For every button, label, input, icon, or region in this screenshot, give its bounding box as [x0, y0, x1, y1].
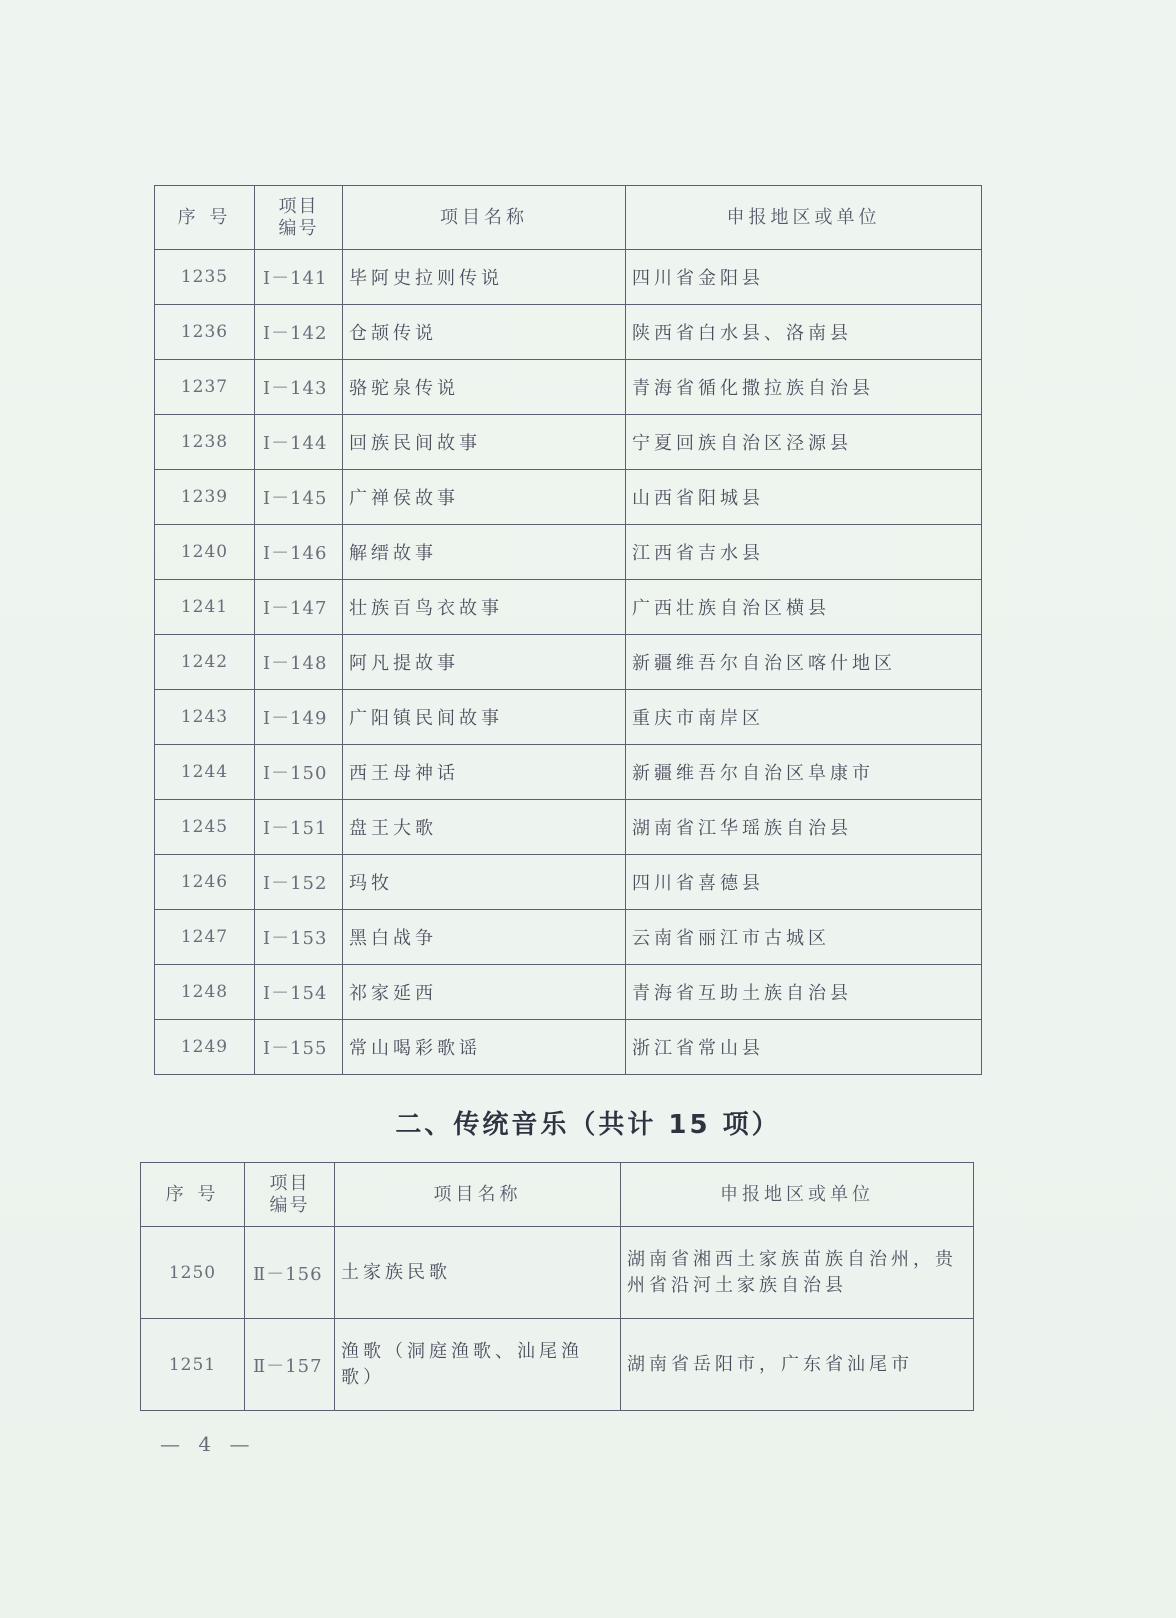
item-code-cell: Ⅰ－150: [255, 745, 343, 800]
table-row: [155, 1020, 982, 1075]
item-code-cell: Ⅰ－148: [255, 635, 343, 690]
item-name-cell: 毕阿史拉则传说: [343, 250, 626, 305]
item-code-cell: Ⅱ－157: [245, 1319, 335, 1411]
serial-number-cell: 1246: [155, 855, 255, 910]
table-row: [155, 800, 982, 855]
region-cell: 宁夏回族自治区泾源县: [626, 415, 982, 470]
table-row: [155, 855, 982, 910]
item-name-cell: 常山喝彩歌谣: [343, 1020, 626, 1075]
table-row: [141, 1227, 974, 1319]
table-row: [155, 690, 982, 745]
item-code-cell: Ⅰ－143: [255, 360, 343, 415]
header-code: 项目 编号: [255, 186, 343, 250]
table-row: [141, 1319, 974, 1411]
table-row: [155, 305, 982, 360]
region-cell: 湖南省江华瑶族自治县: [626, 800, 982, 855]
region-cell: 青海省互助土族自治县: [626, 965, 982, 1020]
table-row: [155, 580, 982, 635]
table-row: [155, 470, 982, 525]
region-cell: 青海省循化撒拉族自治县: [626, 360, 982, 415]
header-region: 申报地区或单位: [621, 1163, 974, 1227]
serial-number-cell: 1251: [141, 1319, 245, 1411]
region-cell: 浙江省常山县: [626, 1020, 982, 1075]
region-cell: 四川省金阳县: [626, 250, 982, 305]
table-row: [155, 250, 982, 305]
page-number: — 4 —: [160, 1432, 256, 1456]
item-code-cell: Ⅰ－151: [255, 800, 343, 855]
serial-number-cell: 1235: [155, 250, 255, 305]
header-region: 申报地区或单位: [626, 186, 982, 250]
header-code: 项目 编号: [245, 1163, 335, 1227]
item-code-cell: Ⅰ－141: [255, 250, 343, 305]
serial-number-cell: 1238: [155, 415, 255, 470]
table-row: [155, 635, 982, 690]
serial-number-cell: 1247: [155, 910, 255, 965]
table-row: [155, 525, 982, 580]
table-header-row: [141, 1163, 974, 1227]
region-cell: 重庆市南岸区: [626, 690, 982, 745]
serial-number-cell: 1241: [155, 580, 255, 635]
item-name-cell: 仓颉传说: [343, 305, 626, 360]
item-name-cell: 黑白战争: [343, 910, 626, 965]
region-cell: 新疆维吾尔自治区喀什地区: [626, 635, 982, 690]
item-code-cell: Ⅰ－146: [255, 525, 343, 580]
section-title-traditional-music: 二、传统音乐（共计 15 项）: [395, 1110, 781, 1140]
table-row: [155, 965, 982, 1020]
region-cell: 四川省喜德县: [626, 855, 982, 910]
table-row: [155, 910, 982, 965]
item-name-cell: 解缙故事: [343, 525, 626, 580]
item-code-cell: Ⅰ－145: [255, 470, 343, 525]
region-cell: 山西省阳城县: [626, 470, 982, 525]
heritage-table-folk-literature: [154, 185, 982, 1075]
table-row: [155, 415, 982, 470]
item-name-cell: 土家族民歌: [335, 1227, 621, 1319]
header-serial: 序 号: [141, 1163, 245, 1227]
serial-number-cell: 1245: [155, 800, 255, 855]
item-code-cell: Ⅰ－153: [255, 910, 343, 965]
item-name-cell: 西王母神话: [343, 745, 626, 800]
table-row: [155, 360, 982, 415]
item-code-cell: Ⅰ－152: [255, 855, 343, 910]
serial-number-cell: 1249: [155, 1020, 255, 1075]
item-name-cell: 骆驼泉传说: [343, 360, 626, 415]
header-name: 项目名称: [343, 186, 626, 250]
serial-number-cell: 1239: [155, 470, 255, 525]
item-code-cell: Ⅰ－144: [255, 415, 343, 470]
item-name-cell: 玛牧: [343, 855, 626, 910]
table-header-row: [155, 186, 982, 250]
region-cell: 湖南省湘西土家族苗族自治州，贵州省沿河土家族自治县: [621, 1227, 974, 1319]
item-name-cell: 渔歌（洞庭渔歌、汕尾渔歌）: [335, 1319, 621, 1411]
header-serial: 序 号: [155, 186, 255, 250]
item-code-cell: Ⅱ－156: [245, 1227, 335, 1319]
serial-number-cell: 1240: [155, 525, 255, 580]
item-name-cell: 祁家延西: [343, 965, 626, 1020]
item-name-cell: 回族民间故事: [343, 415, 626, 470]
region-cell: 江西省吉水县: [626, 525, 982, 580]
region-cell: 新疆维吾尔自治区阜康市: [626, 745, 982, 800]
serial-number-cell: 1244: [155, 745, 255, 800]
serial-number-cell: 1237: [155, 360, 255, 415]
item-name-cell: 盘王大歌: [343, 800, 626, 855]
item-code-cell: Ⅰ－142: [255, 305, 343, 360]
serial-number-cell: 1248: [155, 965, 255, 1020]
item-code-cell: Ⅰ－149: [255, 690, 343, 745]
region-cell: 陕西省白水县、洛南县: [626, 305, 982, 360]
region-cell: 云南省丽江市古城区: [626, 910, 982, 965]
serial-number-cell: 1243: [155, 690, 255, 745]
item-name-cell: 阿凡提故事: [343, 635, 626, 690]
serial-number-cell: 1236: [155, 305, 255, 360]
item-name-cell: 广阳镇民间故事: [343, 690, 626, 745]
region-cell: 湖南省岳阳市，广东省汕尾市: [621, 1319, 974, 1411]
serial-number-cell: 1250: [141, 1227, 245, 1319]
region-cell: 广西壮族自治区横县: [626, 580, 982, 635]
item-code-cell: Ⅰ－154: [255, 965, 343, 1020]
heritage-table-traditional-music: [140, 1162, 974, 1411]
item-name-cell: 广禅侯故事: [343, 470, 626, 525]
item-code-cell: Ⅰ－147: [255, 580, 343, 635]
item-code-cell: Ⅰ－155: [255, 1020, 343, 1075]
item-name-cell: 壮族百鸟衣故事: [343, 580, 626, 635]
serial-number-cell: 1242: [155, 635, 255, 690]
table-row: [155, 745, 982, 800]
header-name: 项目名称: [335, 1163, 621, 1227]
